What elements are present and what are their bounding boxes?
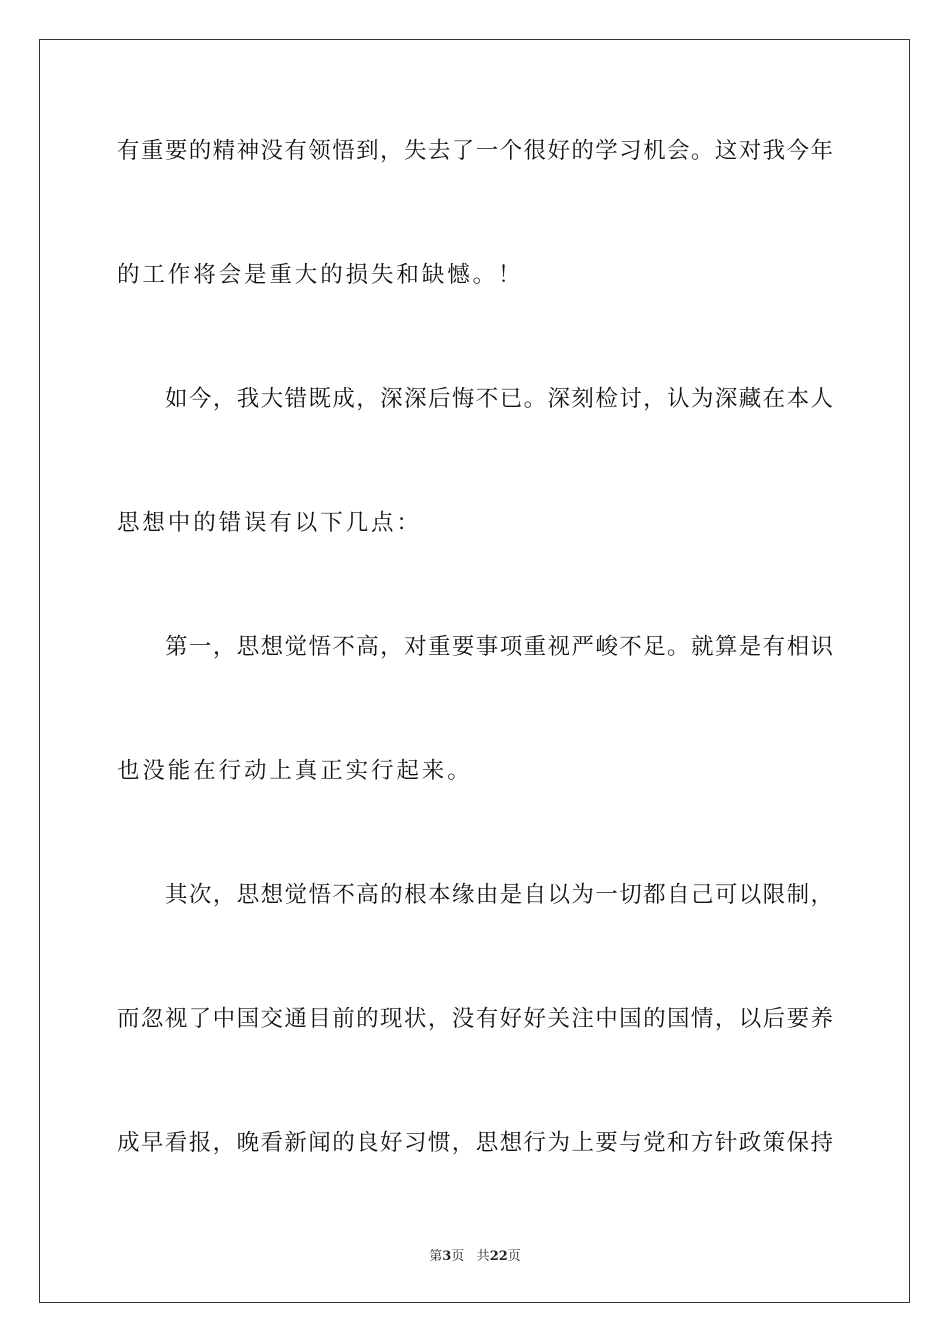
body-line-4: 思想中的错误有以下几点：	[117, 510, 422, 536]
footer-current-page: 3	[442, 1249, 452, 1264]
footer-total-suffix: 页	[507, 1249, 521, 1264]
body-line-1: 有重要的精神没有领悟到，失去了一个很好的学习机会。这对我今年	[117, 138, 833, 164]
body-line-8: 而忽视了中国交通目前的现状，没有好好关注中国的国情，以后要养	[117, 1006, 833, 1032]
footer-page-suffix: 页	[451, 1249, 465, 1264]
body-line-6: 也没能在行动上真正实行起来。	[117, 758, 473, 784]
body-line-3: 如今，我大错既成，深深后悔不已。深刻检讨，认为深藏在本人	[165, 386, 833, 412]
page-border	[39, 39, 910, 1303]
body-line-7: 其次，思想觉悟不高的根本缘由是自以为一切都自己可以限制，	[165, 882, 833, 908]
page-footer	[0, 1245, 950, 1264]
footer-total-pages: 22	[489, 1249, 508, 1264]
footer-total-prefix: 共	[476, 1249, 490, 1264]
body-line-9: 成早看报，晚看新闻的良好习惯，思想行为上要与党和方针政策保持	[117, 1130, 833, 1156]
body-line-2: 的工作将会是重大的损失和缺憾。！	[117, 262, 524, 288]
body-line-5: 第一，思想觉悟不高，对重要事项重视严峻不足。就算是有相识	[165, 634, 833, 660]
footer-page-prefix: 第	[429, 1249, 443, 1264]
